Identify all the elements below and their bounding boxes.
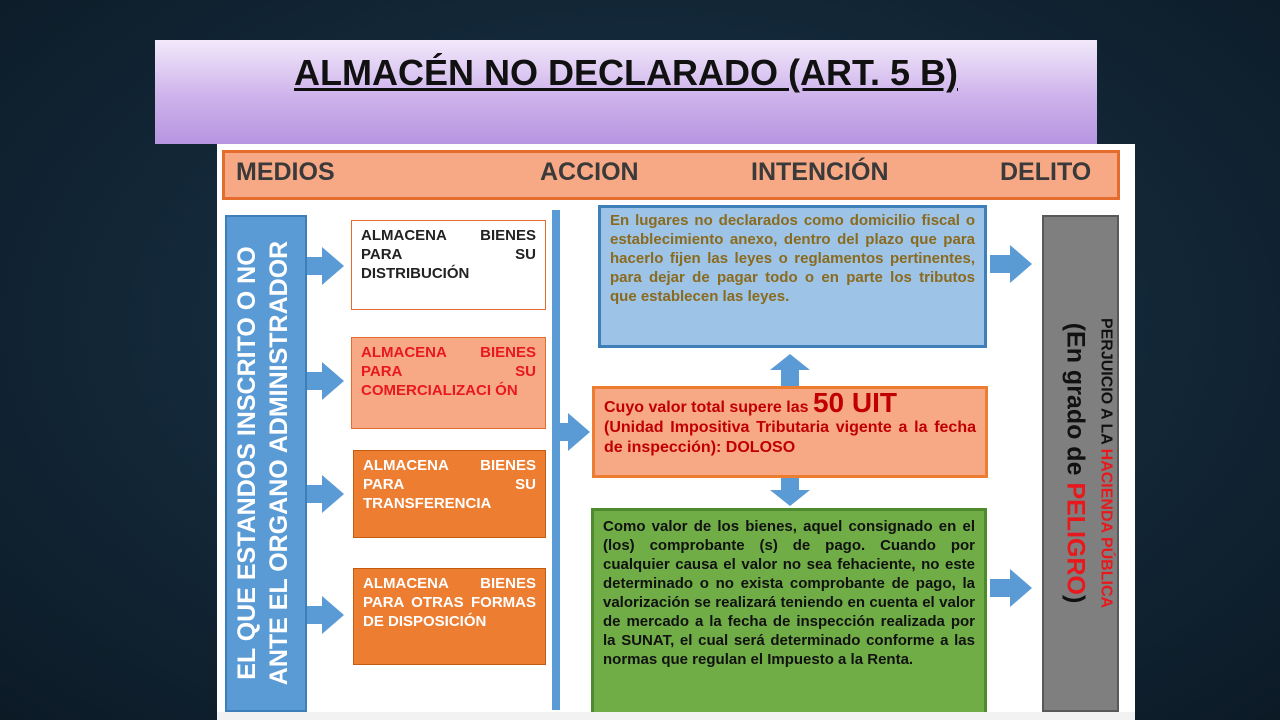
arrow-down-icon <box>770 490 810 506</box>
delito-prefix: PERJUICIO A LA <box>1097 317 1115 445</box>
delito-line-1 <box>1094 223 1118 703</box>
intention-lugares-box: En lugares no declarados como domicilio fiscal o establecimiento anexo, dentro del plazo que para hacerlo fijen las leyes o reglamentos pertinentes, para dejar de pagar todo o en parte los tributos que establecen las leyes. <box>598 205 987 348</box>
accion-bracket-line <box>552 210 560 710</box>
medios-label: EL QUE ESTANDOS INSCRITO O NO ANTE EL ORGANO ADMINISTRADOR <box>233 240 293 686</box>
delito-label <box>1043 223 1118 703</box>
grado-prefix: (En grado de <box>1061 322 1090 476</box>
arrow-right-icon <box>322 247 344 285</box>
grado-highlight: PELIGRO <box>1061 482 1090 595</box>
arrow-up-icon <box>770 354 810 370</box>
header-medios: MEDIOS <box>236 158 335 186</box>
grado-suffix: ) <box>1061 594 1090 604</box>
arrow-right-icon <box>1010 245 1032 283</box>
valor-prefix: Cuyo valor total supere las <box>604 399 809 416</box>
action-transferencia: ALMACENA BIENES PARA SU TRANSFERENCIA <box>353 450 546 538</box>
intention-valor-box <box>592 386 988 478</box>
arrow-right-icon <box>322 596 344 634</box>
delito-line-2 <box>1058 223 1094 703</box>
action-otras-formas: ALMACENA BIENES PARA OTRAS FORMAS DE DISPOSICIÓN <box>353 568 546 665</box>
header-accion: ACCION <box>540 158 639 186</box>
header-intencion: INTENCIÓN <box>751 158 889 186</box>
panel-bottom-strip <box>217 712 1135 720</box>
arrow-up-shaft <box>781 369 799 386</box>
arrow-shaft-delito-1 <box>990 255 1012 273</box>
arrow-shaft-delito-2 <box>990 579 1012 597</box>
valor-detail: (Unidad Impositiva Tributaria vigente a la fecha de inspección): DOLOSO <box>604 419 976 456</box>
action-distribucion: ALMACENA BIENES PARA SU DISTRIBUCIÓN <box>351 220 546 310</box>
header-bar <box>222 150 1120 200</box>
arrow-right-icon <box>568 413 590 451</box>
valor-amount: 50 UIT <box>812 387 897 418</box>
header-delito: DELITO <box>1000 158 1092 186</box>
arrow-right-icon <box>1010 569 1032 607</box>
action-comercializacion: ALMACENA BIENES PARA SU COMERCIALIZACI ÓN <box>351 337 546 429</box>
delito-highlight: HACIENDA PÚBLICA <box>1097 448 1115 609</box>
slide-title: ALMACÉN NO DECLARADO (ART. 5 B) <box>294 52 958 93</box>
arrow-right-icon <box>322 362 344 400</box>
arrow-right-icon <box>322 475 344 513</box>
intention-valorizacion-box: Como valor de los bienes, aquel consignado en el (los) comprobante (s) de pago. Cuando por cualquier causa el valor no sea fehaciente, no este determinado o no exista comprobante de pago, la valorización se realizará teniendo en cuenta el valor de mercado a la fecha de inspección realizada por la SUNAT, el cual será determinado conforme a las normas que regulan el Impuesto a la Renta. <box>591 508 987 716</box>
